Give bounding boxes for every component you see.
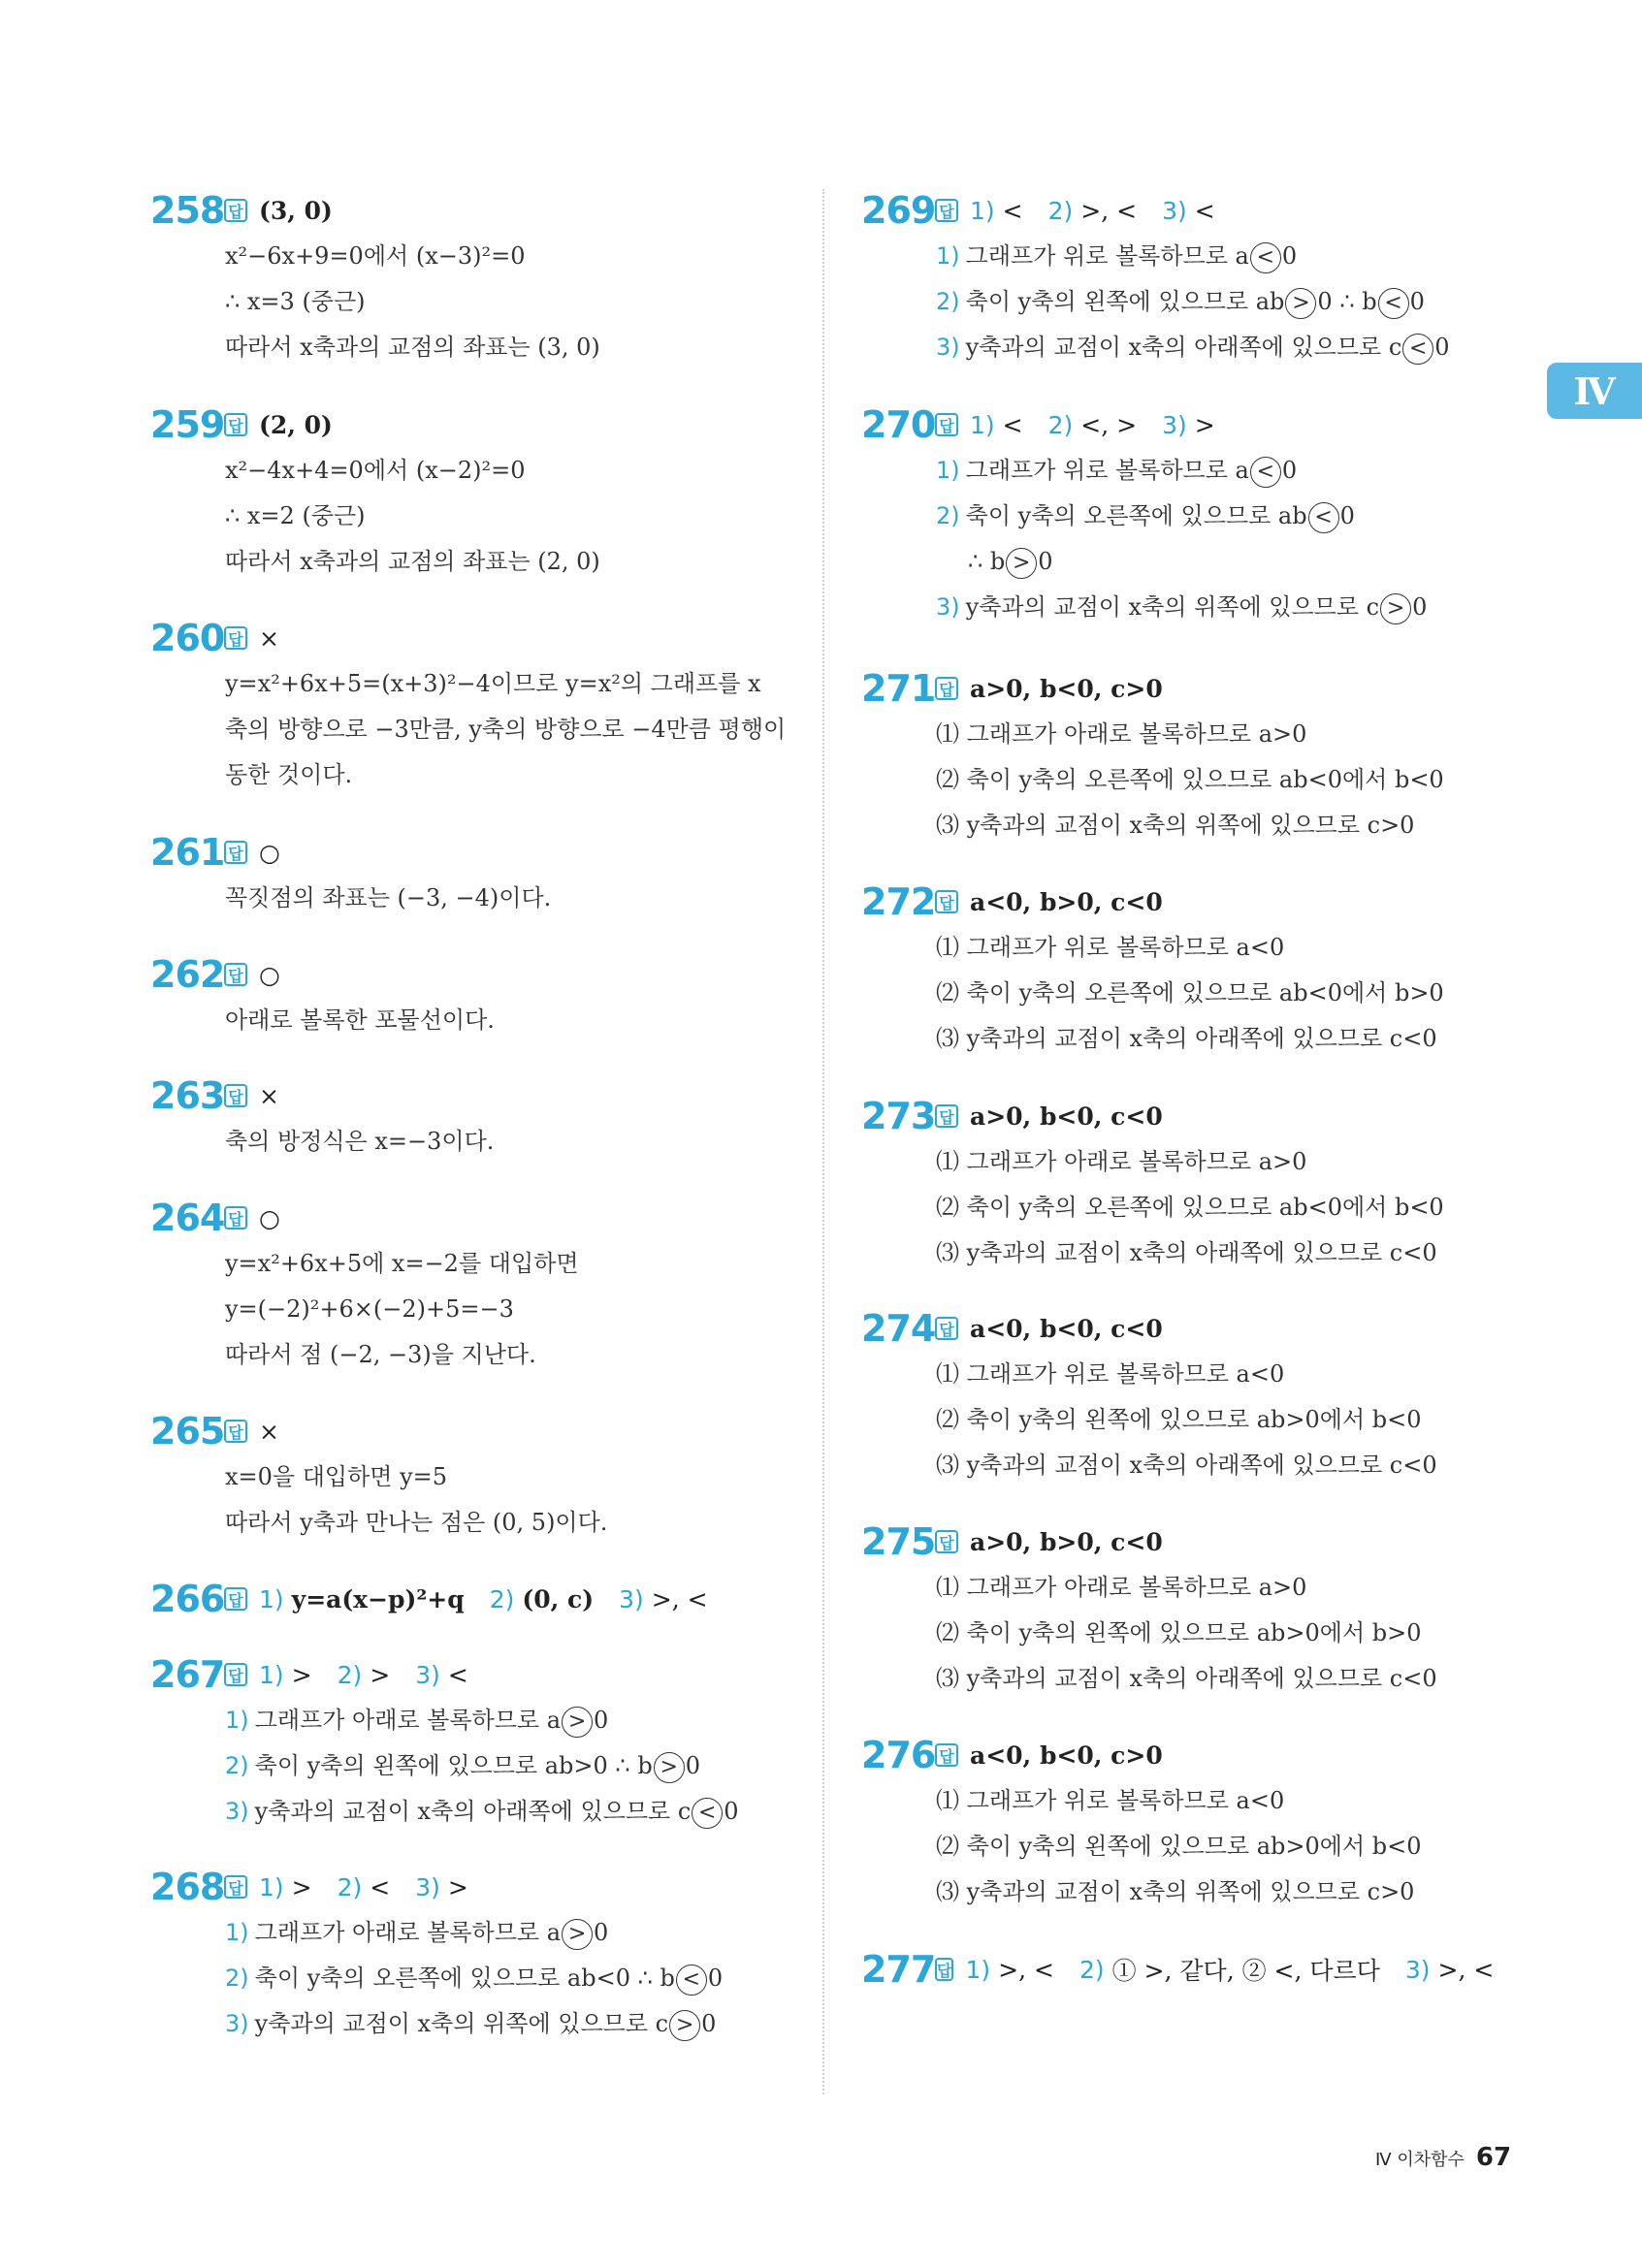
answer-badge: 답 — [224, 1084, 247, 1107]
step-text: ∴ b — [968, 548, 1006, 575]
answer-text: ○ — [259, 960, 280, 989]
problem-276 — [861, 1732, 1482, 1915]
explanation-line: x=0을 대입하면 y=5 — [225, 1463, 448, 1490]
step-text: y축과의 교점이 x축의 아래쪽에 있으므로 c — [965, 334, 1402, 361]
explanation-line — [225, 1910, 790, 1956]
problem-header — [861, 187, 1482, 234]
explanation-line: ⑵ 축이 y축의 오른쪽에 있으므로 ab<0에서 b<0 — [936, 766, 1444, 793]
step-text: 축이 y축의 왼쪽에 있으므로 ab>0 ∴ b — [254, 1752, 653, 1779]
problem-number: 267 — [150, 1653, 225, 1696]
problem-header — [150, 615, 790, 661]
answer-part-value: < — [370, 1872, 391, 1901]
explanation-line: ⑵ 축이 y축의 왼쪽에 있으므로 ab>0에서 b<0 — [936, 1833, 1422, 1860]
explanation-line: x²−6x+9=0에서 (x−3)²=0 — [225, 242, 526, 270]
problem-header — [150, 187, 790, 234]
explanation-line: ⑵ 축이 y축의 왼쪽에 있으므로 ab>0에서 b>0 — [936, 1619, 1422, 1646]
problem-267 — [150, 1651, 790, 1835]
answer-part-value: >, < — [1080, 196, 1138, 225]
answer-badge: 답 — [224, 963, 247, 986]
explanation-line: ⑴ 그래프가 위로 볼록하므로 a<0 — [936, 1787, 1285, 1814]
problem-259 — [150, 401, 790, 585]
problem-number: 260 — [150, 617, 225, 659]
answer-part-number: 2) — [1079, 1955, 1105, 1984]
problem-number: 276 — [861, 1734, 936, 1776]
problem-header — [861, 878, 1482, 925]
problem-header — [150, 829, 790, 876]
problem-header — [150, 1072, 790, 1119]
step-number: 1) — [936, 242, 960, 270]
problem-264 — [150, 1195, 790, 1378]
problem-header — [150, 1195, 790, 1241]
step-number: 2) — [936, 502, 960, 529]
answer-badge: 답 — [935, 1743, 958, 1767]
problem-header — [150, 951, 790, 998]
answer-part-value: <, > — [1080, 410, 1138, 439]
answer-badge: 답 — [935, 413, 958, 436]
problem-265 — [150, 1408, 790, 1546]
answer-part-number: 2) — [1047, 410, 1074, 439]
circled-sign: < — [1250, 242, 1281, 273]
step-text: y축과의 교점이 x축의 아래쪽에 있으므로 c — [254, 1798, 692, 1825]
explanation-line — [225, 1743, 790, 1789]
answer-part-value: >, < — [998, 1955, 1054, 1984]
answer-text: a>0, b<0, c>0 — [970, 674, 1163, 703]
explanation-line — [936, 494, 1482, 539]
explanation-line: y=x²+6x+5=(x+3)²−4이므로 y=x²의 그래프를 x — [225, 670, 761, 697]
problem-number: 262 — [150, 953, 225, 996]
step-number: 2) — [936, 288, 960, 315]
section-tab: Ⅳ — [1547, 363, 1642, 419]
problem-number: 264 — [150, 1197, 225, 1239]
explanation-line: ⑵ 축이 y축의 오른쪽에 있으므로 ab<0에서 b<0 — [936, 1194, 1444, 1221]
answer-badge: 답 — [935, 1104, 958, 1128]
problem-header — [861, 1732, 1482, 1778]
problem-number: 270 — [861, 403, 936, 446]
problem-number: 275 — [861, 1520, 936, 1563]
answer-part-value: < — [1194, 196, 1215, 225]
explanation-line: x²−4x+4=0에서 (x−2)²=0 — [225, 457, 526, 484]
explanation-line: ⑵ 축이 y축의 왼쪽에 있으므로 ab>0에서 b<0 — [936, 1406, 1422, 1433]
explanation-line: y=x²+6x+5에 x=−2를 대입하면 — [225, 1250, 579, 1277]
problem-266 — [150, 1576, 790, 1622]
answer-part-value: (0, c) — [522, 1584, 595, 1613]
explanation-line: 아래로 볼록한 포물선이다. — [225, 1006, 495, 1034]
problem-277 — [861, 1946, 1495, 1993]
answer-text: a>0, b<0, c<0 — [970, 1102, 1163, 1131]
step-tail: 0 — [701, 2010, 717, 2037]
answer-part-value: > — [291, 1660, 312, 1689]
answer-text: × — [259, 1081, 279, 1110]
problem-273 — [861, 1093, 1482, 1276]
step-number: 1) — [936, 457, 960, 484]
problem-header — [861, 1305, 1482, 1352]
explanation-line: ∴ x=2 (중근) — [225, 502, 366, 529]
step-tail: 0 — [1281, 457, 1298, 484]
answer-badge: 답 — [224, 1206, 247, 1230]
problem-number: 261 — [150, 831, 225, 874]
answer-badge: 답 — [935, 1530, 958, 1553]
explanation-line: ⑴ 그래프가 아래로 볼록하므로 a>0 — [936, 720, 1307, 748]
step-number: 2) — [225, 1752, 249, 1779]
problem-number: 274 — [861, 1307, 936, 1350]
problem-272 — [861, 878, 1482, 1062]
answer-badge: 답 — [224, 1663, 247, 1686]
answer-badge: 답 — [935, 1958, 953, 1981]
answer-part-value: > — [447, 1872, 468, 1901]
step-tail: 0 — [724, 1798, 739, 1825]
explanation-line — [225, 2001, 790, 2047]
explanation-line — [936, 279, 1482, 325]
explanation-line: 따라서 x축과의 교점의 좌표는 (2, 0) — [225, 548, 600, 575]
problem-269 — [861, 187, 1482, 370]
answer-part-number: 2) — [489, 1584, 515, 1613]
answer-part-number: 3) — [1404, 1955, 1431, 1984]
explanation-line — [936, 325, 1482, 370]
column-divider — [822, 189, 824, 2094]
answer-part-value: ① >, 같다, ② <, 다르다 — [1111, 1957, 1380, 1985]
footer-chapter: Ⅳ 이차함수 — [1375, 2150, 1465, 2170]
explanation-line: 축의 방향으로 −3만큼, y축의 방향으로 −4만큼 평행이 — [225, 716, 787, 743]
answer-badge: 답 — [224, 1587, 247, 1611]
step-tail: 0 — [1434, 334, 1450, 361]
explanation-line: ⑴ 그래프가 위로 볼록하므로 a<0 — [936, 1360, 1285, 1388]
circled-sign: > — [562, 1707, 593, 1738]
explanation-line: y=(−2)²+6×(−2)+5=−3 — [225, 1295, 514, 1323]
explanation-line: ∴ x=3 (중근) — [225, 288, 366, 315]
explanation-line: 동한 것이다. — [225, 761, 353, 788]
problem-258 — [150, 187, 790, 370]
problem-number: 277 — [861, 1948, 936, 1991]
explanation-line: ⑵ 축이 y축의 오른쪽에 있으므로 ab<0에서 b>0 — [936, 979, 1444, 1006]
step-text: y축과의 교점이 x축의 위쪽에 있으므로 c — [965, 593, 1380, 621]
step-text: 그래프가 위로 볼록하므로 a — [965, 457, 1249, 484]
circled-sign: < — [692, 1798, 723, 1829]
answer-text: a<0, b>0, c<0 — [970, 887, 1163, 916]
answer-part-value: < — [1002, 410, 1023, 439]
step-tail: 0 — [594, 1707, 609, 1734]
problem-262 — [150, 951, 790, 1043]
answer-text: a>0, b>0, c<0 — [970, 1527, 1163, 1556]
explanation-line: ⑴ 그래프가 위로 볼록하므로 a<0 — [936, 934, 1285, 961]
problem-number: 263 — [150, 1074, 225, 1117]
circled-sign: < — [676, 1965, 707, 1996]
problem-header — [150, 1576, 790, 1622]
problem-number: 273 — [861, 1095, 936, 1137]
step-tail: 0 — [1339, 502, 1355, 529]
step-text: 그래프가 위로 볼록하므로 a — [965, 242, 1249, 270]
explanation-line: 따라서 x축과의 교점의 좌표는 (3, 0) — [225, 334, 600, 361]
answer-part-number: 1) — [259, 1584, 284, 1613]
explanation-line: 꼭짓점의 좌표는 (−3, −4)이다. — [225, 884, 552, 911]
step-text: 그래프가 아래로 볼록하므로 a — [254, 1919, 562, 1946]
answer-badge: 답 — [935, 199, 958, 222]
problem-268 — [150, 1864, 790, 2047]
problem-274 — [861, 1305, 1482, 1488]
circled-sign: < — [1308, 502, 1339, 533]
explanation-line: ⑴ 그래프가 아래로 볼록하므로 a>0 — [936, 1148, 1307, 1175]
explanation-line: 따라서 점 (−2, −3)을 지난다. — [225, 1341, 536, 1368]
answer-text: (2, 0) — [259, 410, 333, 439]
answer-text: × — [259, 623, 279, 653]
problem-number: 269 — [861, 189, 936, 232]
step-text: 그래프가 아래로 볼록하므로 a — [254, 1707, 562, 1734]
answer-part-number: 3) — [415, 1660, 440, 1689]
answer-part-value: >, < — [651, 1584, 708, 1613]
answer-part-number: 2) — [337, 1872, 363, 1901]
problem-header — [861, 1518, 1482, 1565]
answer-part-value: > — [1194, 410, 1215, 439]
answer-part-value: y=a(x−p)²+q — [291, 1584, 465, 1613]
explanation-line — [225, 1789, 790, 1835]
explanation-line — [936, 448, 1482, 494]
answer-badge: 답 — [224, 199, 247, 222]
answer-badge: 답 — [935, 677, 958, 700]
circled-sign: > — [669, 2010, 700, 2041]
answer-text: × — [259, 1417, 279, 1446]
explanation-line: 따라서 y축과 만나는 점은 (0, 5)이다. — [225, 1509, 608, 1536]
answer-text: ○ — [259, 838, 280, 867]
problem-number: 268 — [150, 1866, 225, 1908]
page-number: 67 — [1475, 2143, 1512, 2172]
step-number: 3) — [936, 334, 960, 361]
step-number: 1) — [225, 1919, 249, 1946]
step-number: 3) — [936, 593, 960, 621]
problem-number: 271 — [861, 667, 936, 710]
step-tail: 0 — [1281, 242, 1298, 270]
answer-part-number: 1) — [259, 1872, 284, 1901]
answer-part-number: 1) — [970, 196, 995, 225]
circled-sign: > — [1006, 548, 1037, 579]
page-footer — [1375, 2143, 1511, 2172]
circled-sign: > — [654, 1752, 685, 1783]
answer-badge: 답 — [224, 626, 247, 650]
problem-header — [150, 1651, 790, 1698]
problem-header — [150, 401, 790, 448]
answer-badge: 답 — [224, 1420, 247, 1443]
answer-part-number: 1) — [970, 410, 995, 439]
problem-number: 258 — [150, 189, 225, 232]
step-tail: 0 — [1412, 593, 1428, 621]
explanation-line: ⑶ y축과의 교점이 x축의 아래쪽에 있으므로 c<0 — [936, 1452, 1437, 1479]
step-text: 축이 y축의 오른쪽에 있으므로 ab<0 ∴ b — [254, 1965, 675, 1992]
answer-text: a<0, b<0, c>0 — [970, 1741, 1163, 1770]
problem-263 — [150, 1072, 790, 1165]
circled-sign: < — [1402, 334, 1433, 365]
problem-header — [150, 1864, 790, 1910]
answer-text: a<0, b<0, c<0 — [970, 1314, 1163, 1343]
step-text: 축이 y축의 오른쪽에 있으므로 ab — [965, 502, 1307, 529]
step-tail: 0 ∴ b — [1317, 288, 1377, 315]
problem-270 — [861, 401, 1482, 630]
step-tail: 0 — [707, 1965, 724, 1992]
circled-sign: > — [1380, 593, 1411, 624]
answer-part-number: 2) — [337, 1660, 363, 1689]
step-number: 2) — [225, 1965, 249, 1992]
problem-header — [150, 1408, 790, 1454]
answer-part-number: 1) — [965, 1955, 991, 1984]
explanation-line — [936, 234, 1482, 279]
answer-badge: 답 — [224, 413, 247, 436]
answer-part-value: > — [291, 1872, 312, 1901]
explanation-line — [225, 1956, 790, 2001]
problem-header — [861, 1946, 1495, 1993]
step-text: y축과의 교점이 x축의 위쪽에 있으므로 c — [254, 2010, 669, 2037]
problem-275 — [861, 1518, 1482, 1702]
step-tail: 0 — [594, 1919, 609, 1946]
problem-271 — [861, 665, 1482, 848]
problem-260 — [150, 615, 790, 798]
explanation-line — [968, 539, 1482, 585]
explanation-line: ⑶ y축과의 교점이 x축의 아래쪽에 있으므로 c<0 — [936, 1665, 1437, 1692]
step-tail: 0 — [685, 1752, 700, 1779]
step-text: 축이 y축의 왼쪽에 있으므로 ab — [965, 288, 1285, 315]
circled-sign: < — [1250, 457, 1281, 488]
answer-part-number: 2) — [1047, 196, 1074, 225]
answer-part-number: 3) — [415, 1872, 440, 1901]
answer-part-number: 3) — [619, 1584, 644, 1613]
explanation-line: 축의 방정식은 x=−3이다. — [225, 1128, 495, 1155]
answer-text: (3, 0) — [259, 196, 333, 225]
problem-header — [861, 665, 1482, 712]
problem-number: 266 — [150, 1578, 225, 1620]
problem-number: 259 — [150, 403, 225, 446]
circled-sign: > — [562, 1919, 593, 1950]
explanation-line: ⑶ y축과의 교점이 x축의 위쪽에 있으므로 c>0 — [936, 812, 1415, 839]
answer-part-value: < — [1002, 196, 1023, 225]
answer-part-number: 3) — [1162, 196, 1187, 225]
explanation-line: ⑶ y축과의 교점이 x축의 아래쪽에 있으므로 c<0 — [936, 1239, 1437, 1266]
answer-badge: 답 — [935, 890, 958, 913]
answer-badge: 답 — [224, 841, 247, 864]
explanation-line — [936, 585, 1482, 630]
answer-badge: 답 — [935, 1317, 958, 1340]
answer-part-value: < — [447, 1660, 468, 1689]
answer-part-number: 3) — [1162, 410, 1187, 439]
answer-part-value: >, < — [1437, 1955, 1495, 1984]
circled-sign: < — [1378, 288, 1409, 319]
step-tail: 0 — [1038, 548, 1053, 575]
problem-number: 272 — [861, 880, 936, 923]
problem-header — [861, 401, 1482, 448]
step-number: 3) — [225, 1798, 249, 1825]
step-number: 3) — [225, 2010, 249, 2037]
answer-part-value: > — [370, 1660, 391, 1689]
explanation-line: ⑶ y축과의 교점이 x축의 위쪽에 있으므로 c>0 — [936, 1878, 1415, 1905]
step-tail: 0 — [1409, 288, 1425, 315]
circled-sign: > — [1285, 288, 1316, 319]
step-number: 1) — [225, 1707, 249, 1734]
answer-text: ○ — [259, 1203, 280, 1232]
problem-header — [861, 1093, 1482, 1139]
answer-badge: 답 — [224, 1875, 247, 1899]
problem-261 — [150, 829, 790, 921]
explanation-line — [225, 1698, 790, 1743]
answer-part-number: 1) — [259, 1660, 284, 1689]
explanation-line: ⑴ 그래프가 아래로 볼록하므로 a>0 — [936, 1574, 1307, 1601]
problem-number: 265 — [150, 1410, 225, 1453]
explanation-line: ⑶ y축과의 교점이 x축의 아래쪽에 있으므로 c<0 — [936, 1025, 1437, 1052]
